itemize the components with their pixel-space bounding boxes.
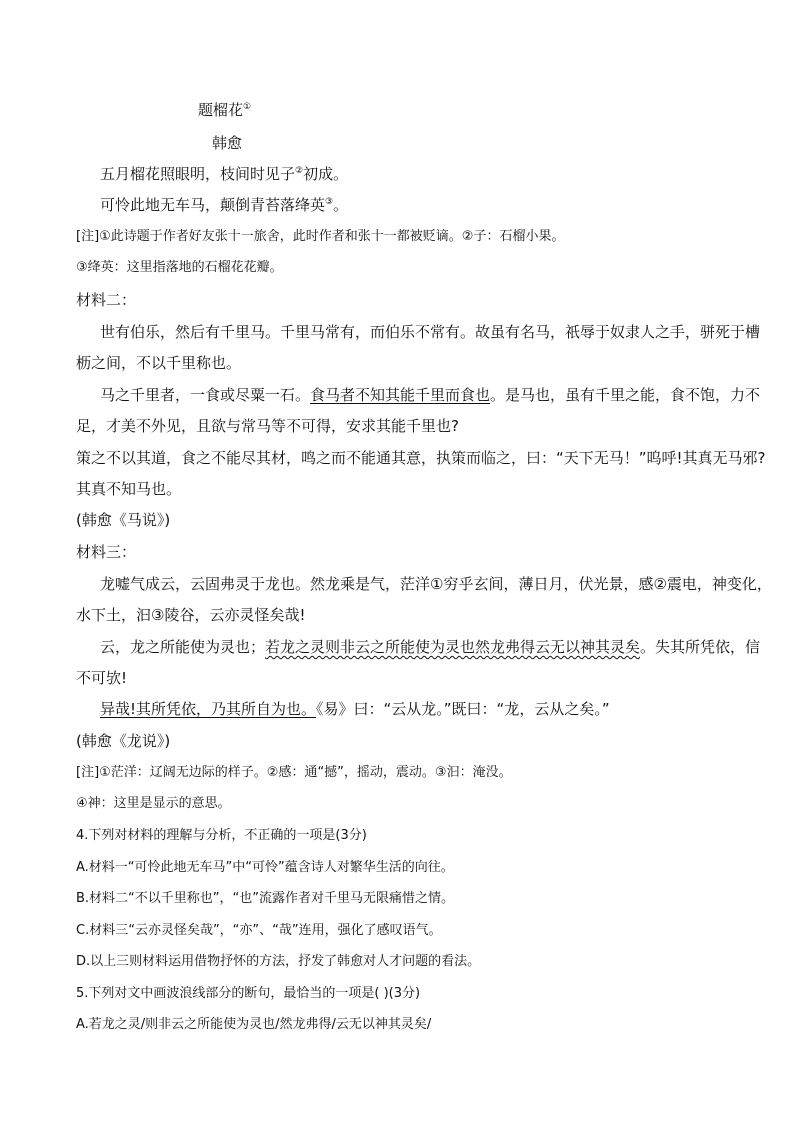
text-segment: 。失其所凭依，信 [640,638,761,656]
source-citation: (韩愈《龙说》) [76,732,171,750]
footnote-marker: ① [243,102,252,112]
poem-title [198,100,251,120]
question-4-stem: 4.下列对材料的理解与分析，不正确的一项是(3分) [76,828,367,843]
paragraph-line: 不可欤! [76,669,128,687]
question-5-stem: 5.下列对文中画波浪线部分的断句，最恰当的一项是( )(3分) [76,986,421,1001]
question-4-option-a: A.材料一“可怜此地无车马”中“可怜”蕴含诗人对繁华生活的向往。 [76,860,454,875]
text-segment: 《易》曰：“云从龙。”既曰：“龙，云从之矣。” [316,700,610,718]
poem-line-2 [100,195,348,215]
paragraph-line: 足，才美不外见，且欲与常马等不可得，安求其能千里也? [76,417,459,435]
underlined-sentence: 食马者不知其能千里而食也 [310,386,491,404]
paragraph-line: 水下土，汩③陵谷，云亦灵怪矣哉! [76,606,306,624]
poem-author: 韩愈 [212,134,243,152]
paragraph-line [100,699,610,719]
paragraph-line: 其真不知马也。 [76,480,182,498]
poem-line-2-part-a: 可怜此地无车马，颠倒青苔落绛英 [100,196,326,214]
text-segment: 。是马也，虽有千里之能，食不饱，力不 [490,386,761,404]
text-segment: 云，龙之所能使为灵也； [100,638,266,656]
paragraph-line: 世有伯乐，然后有千里马。千里马常有，而伯乐不常有。故虽有名马，祇辱于奴隶人之手，骈死于槽 [100,323,761,341]
note-line: ④神：这里是显示的意思。 [76,796,231,811]
wavy-underlined-passage: 若龙之灵则非云之所能使为灵也然龙弗得云无以神其灵矣 [265,638,641,656]
question-4-option-c: C.材料三“云亦灵怪矣哉”，“亦”、“哉”连用，强化了感叹语气。 [76,923,442,938]
note-line: [注]①此诗题于作者好友张十一旅舍，此时作者和张十一都被贬谪。②子：石榴小果。 [76,229,565,244]
paragraph-line [100,385,761,405]
footnote-marker: ② [295,166,304,176]
paragraph-line: 策之不以其道，食之不能尽其材，鸣之而不能通其意，执策而临之，曰：“天下无马！”呜呼!其真无马邪? [76,449,766,467]
note-line: ③绛英：这里指落地的石榴花花瓣。 [76,260,283,275]
question-4-option-d: D.以上三则材料运用借物抒怀的方法，抒发了韩愈对人才问题的看法。 [76,954,481,969]
poem-line-2-part-b: 。 [333,196,349,214]
question-4-option-b: B.材料二“不以千里称也”，“也”流露作者对千里马无限痛惜之情。 [76,891,454,906]
section-heading: 材料二： [76,291,137,309]
poem-line-1-part-a: 五月榴花照眼明，枝间时见子 [100,165,296,183]
text-segment: 马之千里者，一食或尽粟一石。 [100,386,311,404]
paragraph-line [100,637,761,657]
poem-line-1-part-b: 初成。 [303,165,349,183]
section-heading: 材料三： [76,543,137,561]
underlined-sentence: 异哉!其所凭依，乃其所自为也。 [100,700,317,718]
note-line: [注]①茫洋：辽阔无边际的样子。②感：通“撼”，摇动，震动。③汩：淹没。 [76,765,512,780]
paragraph-line: 枥之间，不以千里称也。 [76,354,242,372]
poem-line-1 [100,164,348,184]
paragraph-line: 龙嘘气成云，云固弗灵于龙也。然龙乘是气，茫洋①穷乎玄间，薄日月，伏光景，感②震电，神变化， [100,575,772,593]
footnote-marker: ③ [325,197,334,207]
poem-title-text: 题榴花 [198,101,244,119]
source-citation: (韩愈《马说》) [76,511,171,529]
question-5-option-a: A.若龙之灵/则非云之所能使为灵也/然龙弗得/云无以神其灵矣/ [76,1017,432,1032]
